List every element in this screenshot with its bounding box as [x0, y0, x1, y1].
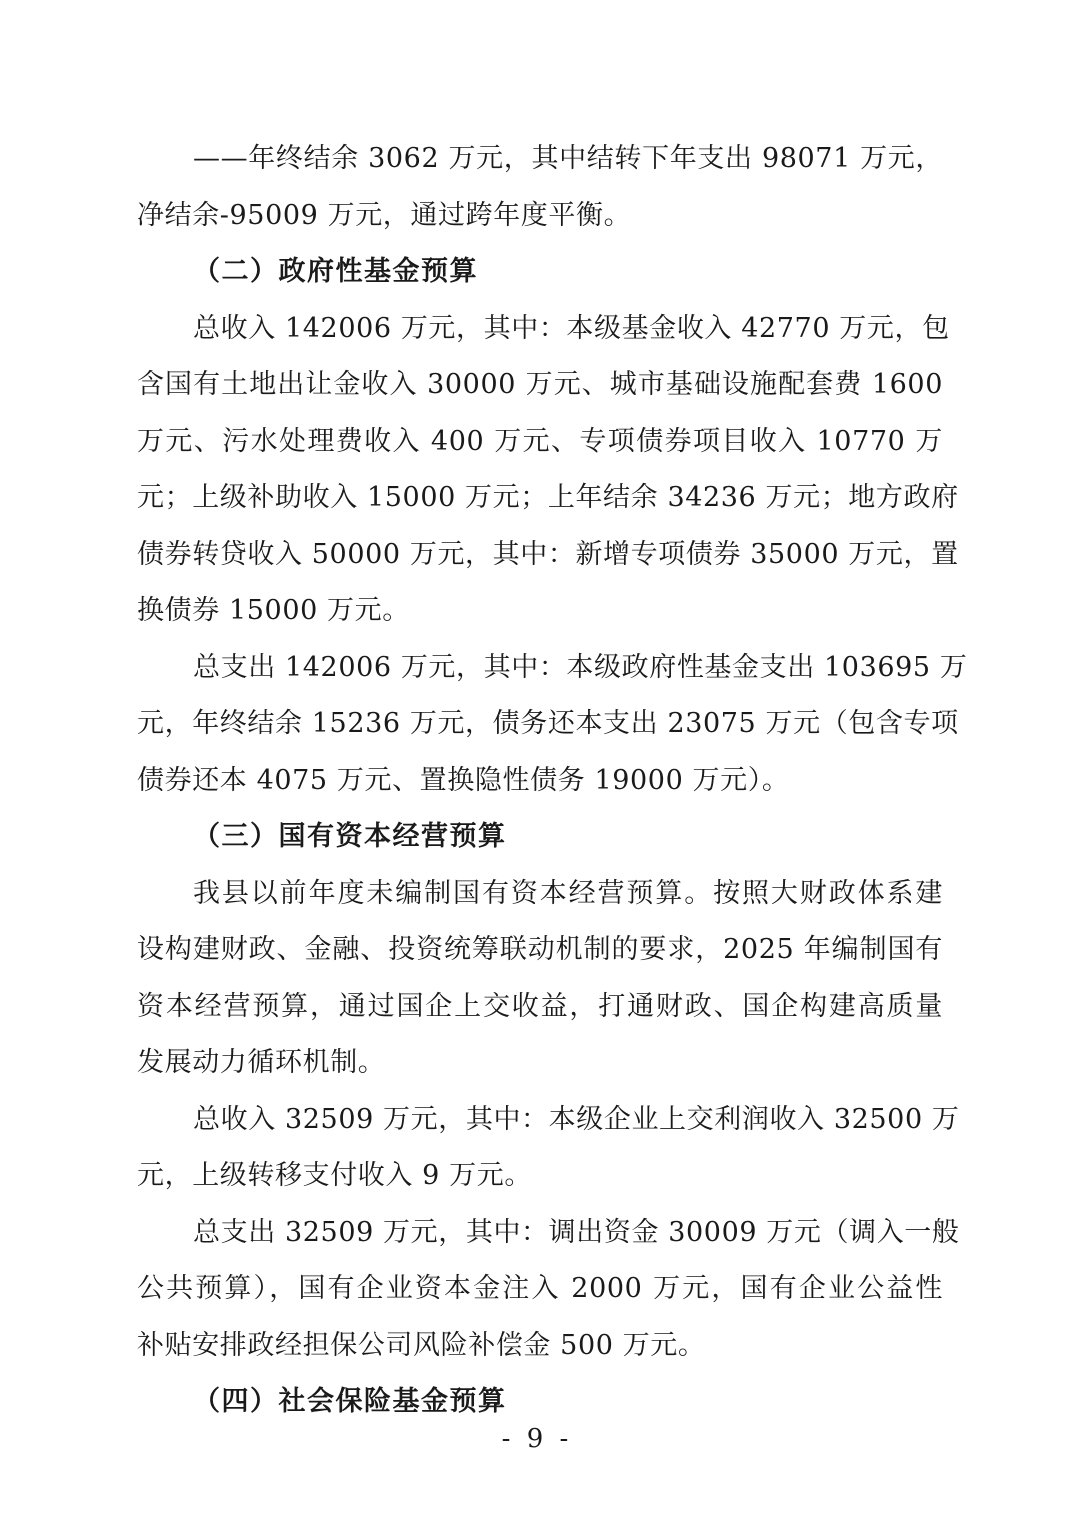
text-line: 发展动力循环机制。: [137, 1047, 386, 1078]
text-line: 含国有土地出让金收入 30000 万元、城市基础设施配套费 1600: [137, 369, 943, 400]
section-heading: （四）社会保险基金预算: [193, 1386, 507, 1417]
paragraph-state-capital-income: [137, 1092, 960, 1205]
section-heading-social-insurance: [137, 1374, 943, 1431]
text-line: ——年终结余 3062 万元，其中结转下年支出 98071 万元，: [193, 143, 943, 174]
document-body: [137, 131, 968, 1431]
paragraph-fund-income: [137, 301, 959, 640]
text-line: 元，年终结余 15236 万元，债务还本支出 23075 万元（包含专项: [137, 708, 959, 739]
text-line: 总支出 32509 万元，其中：调出资金 30009 万元（调入一般: [193, 1216, 960, 1248]
paragraph-year-end-balance: [137, 131, 943, 244]
text-line: 元，上级转移支付收入 9 万元。: [137, 1160, 532, 1191]
text-line: 总收入 32509 万元，其中：本级企业上交利润收入 32500 万: [193, 1103, 960, 1135]
text-line: 公共预算），国有企业资本金注入 2000 万元，国有企业公益性: [137, 1273, 943, 1304]
page-number: - 9 -: [501, 1424, 573, 1454]
section-heading-state-capital: [137, 809, 943, 866]
paragraph-state-capital-expenditure: [137, 1205, 960, 1375]
text-line: 设构建财政、金融、投资统筹联动机制的要求，2025 年编制国有: [137, 934, 943, 965]
text-line: 资本经营预算，通过国企上交收益，打通财政、国企构建高质量: [137, 990, 943, 1022]
text-line: 总收入 142006 万元，其中：本级基金收入 42770 万元，包: [193, 312, 950, 344]
paragraph-fund-expenditure: [137, 640, 968, 810]
text-line: 元；上级补助收入 15000 万元；上年结余 34236 万元；地方政府: [137, 482, 959, 513]
text-line: 总支出 142006 万元，其中：本级政府性基金支出 103695 万: [193, 651, 968, 683]
text-line: 我县以前年度未编制国有资本经营预算。按照大财政体系建: [193, 877, 943, 909]
text-line: 净结余-95009 万元，通过跨年度平衡。: [137, 199, 632, 231]
section-heading: （三）国有资本经营预算: [193, 821, 507, 852]
text-line: 万元、污水处理费收入 400 万元、专项债券项目收入 10770 万: [137, 425, 943, 457]
text-line: 债券还本 4075 万元、置换隐性债务 19000 万元）。: [137, 764, 790, 796]
section-heading-government-fund: [137, 244, 943, 301]
text-line: 债券转贷收入 50000 万元，其中：新增专项债券 35000 万元，置: [137, 538, 959, 570]
section-heading: （二）政府性基金预算: [193, 256, 478, 287]
text-line: 补贴安排政经担保公司风险补偿金 500 万元。: [137, 1329, 706, 1361]
text-line: 换债券 15000 万元。: [137, 595, 410, 626]
paragraph-state-capital-intro: [137, 866, 943, 1092]
